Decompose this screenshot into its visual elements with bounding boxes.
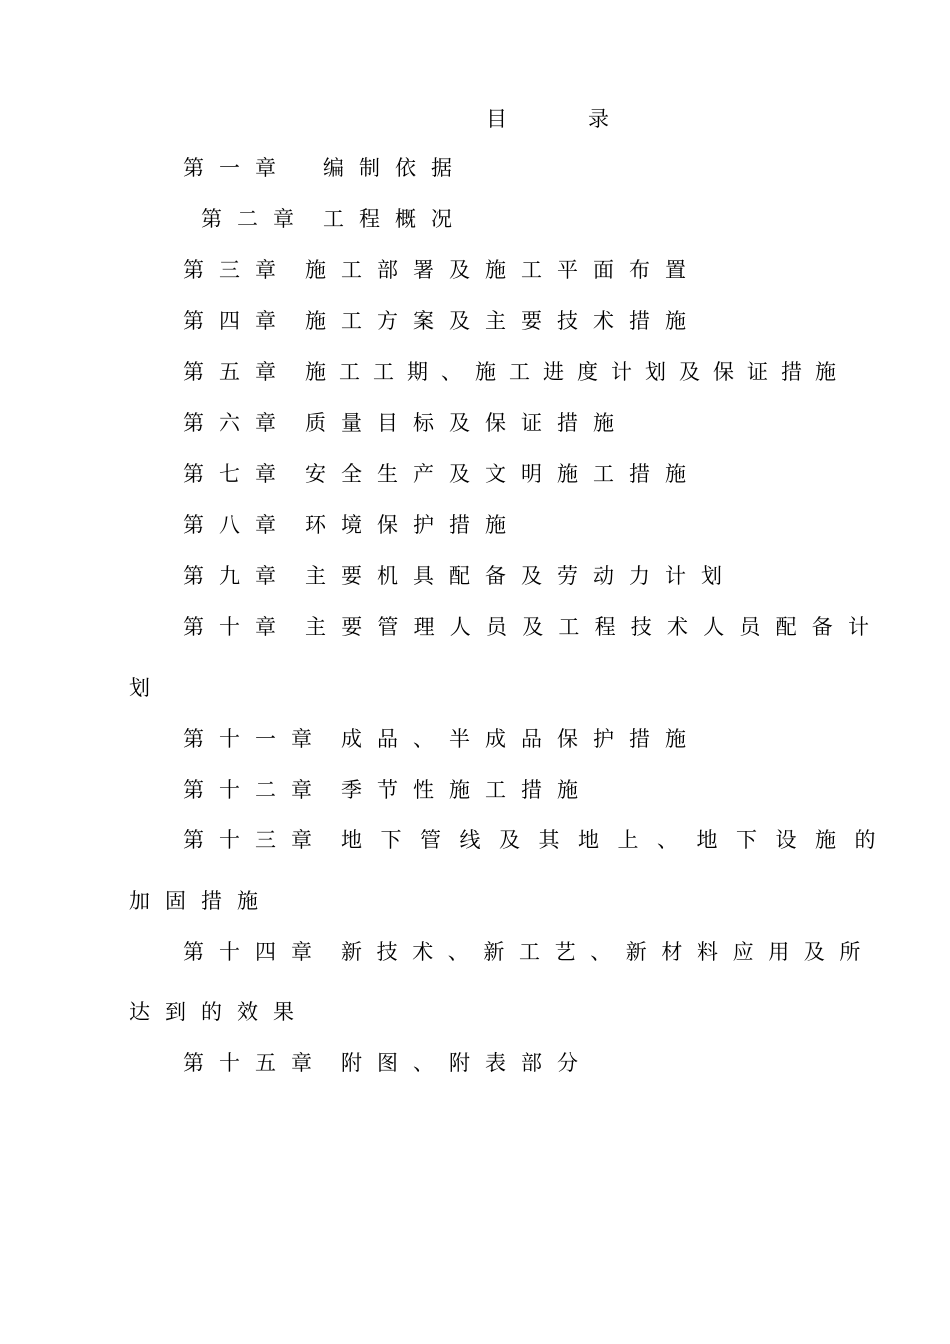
- chapter-title: 安全生产及文明施工措施: [305, 462, 701, 486]
- chapter-title: 工程概况: [323, 207, 467, 231]
- chapter-title: 地下管线及其地上、地下设施的: [341, 828, 894, 852]
- chapter-title: 施工部署及施工平面布置: [305, 258, 701, 282]
- toc-entry-10-continuation: 划: [129, 676, 150, 700]
- toc-entry-14: [183, 938, 875, 966]
- toc-entry-8: [183, 511, 521, 539]
- chapter-number: 第十五章: [183, 1051, 327, 1075]
- toc-entry-1: [183, 154, 467, 182]
- chapter-number: 第十章: [183, 615, 291, 639]
- chapter-number: 第十二章: [183, 778, 327, 802]
- toc-entry-13: [183, 826, 894, 854]
- chapter-title: 成品、半成品保护措施: [341, 727, 701, 751]
- toc-entry-7: [183, 460, 701, 488]
- toc-entry-15: [183, 1049, 593, 1077]
- toc-entry-3: [183, 256, 701, 284]
- chapter-number: 第十一章: [183, 727, 327, 751]
- toc-entry-4: [183, 307, 701, 335]
- chapter-title: 附图、附表部分: [341, 1051, 593, 1075]
- chapter-title: 质量目标及保证措施: [305, 411, 629, 435]
- toc-entry-6: [183, 409, 629, 437]
- toc-title: 目 录: [486, 107, 639, 131]
- chapter-number: 第八章: [183, 513, 291, 537]
- toc-entry-11: [183, 725, 701, 753]
- chapter-number: 第五章: [183, 360, 291, 384]
- chapter-number: 第六章: [183, 411, 291, 435]
- chapter-number: 第二章: [201, 207, 309, 231]
- toc-entry-5: [183, 358, 849, 386]
- chapter-number: 第九章: [183, 564, 291, 588]
- chapter-title: 主要机具配备及劳动力计划: [305, 564, 737, 588]
- chapter-number: 第十四章: [183, 940, 327, 964]
- chapter-number: 第七章: [183, 462, 291, 486]
- toc-entry-10: [183, 613, 884, 641]
- chapter-number: 第十三章: [183, 828, 327, 852]
- toc-entry-12: [183, 776, 593, 804]
- chapter-title: 主要管理人员及工程技术人员配备计: [305, 615, 885, 639]
- toc-entry-13-continuation: 加固措施: [129, 889, 273, 913]
- chapter-title: 施工方案及主要技术措施: [305, 309, 701, 333]
- chapter-number: 第一章: [183, 156, 291, 180]
- chapter-title: 环境保护措施: [305, 513, 521, 537]
- toc-entry-9: [183, 562, 737, 590]
- chapter-title: 新技术、新工艺、新材料应用及所: [341, 940, 875, 964]
- chapter-title: 季节性施工措施: [341, 778, 593, 802]
- chapter-title: 施工工期、施工进度计划及保证措施: [305, 360, 849, 384]
- toc-entry-2: [201, 205, 467, 233]
- chapter-title: 编制依据: [323, 156, 467, 180]
- chapter-number: 第三章: [183, 258, 291, 282]
- chapter-number: 第四章: [183, 309, 291, 333]
- toc-entry-14-continuation: 达到的效果: [129, 1000, 309, 1024]
